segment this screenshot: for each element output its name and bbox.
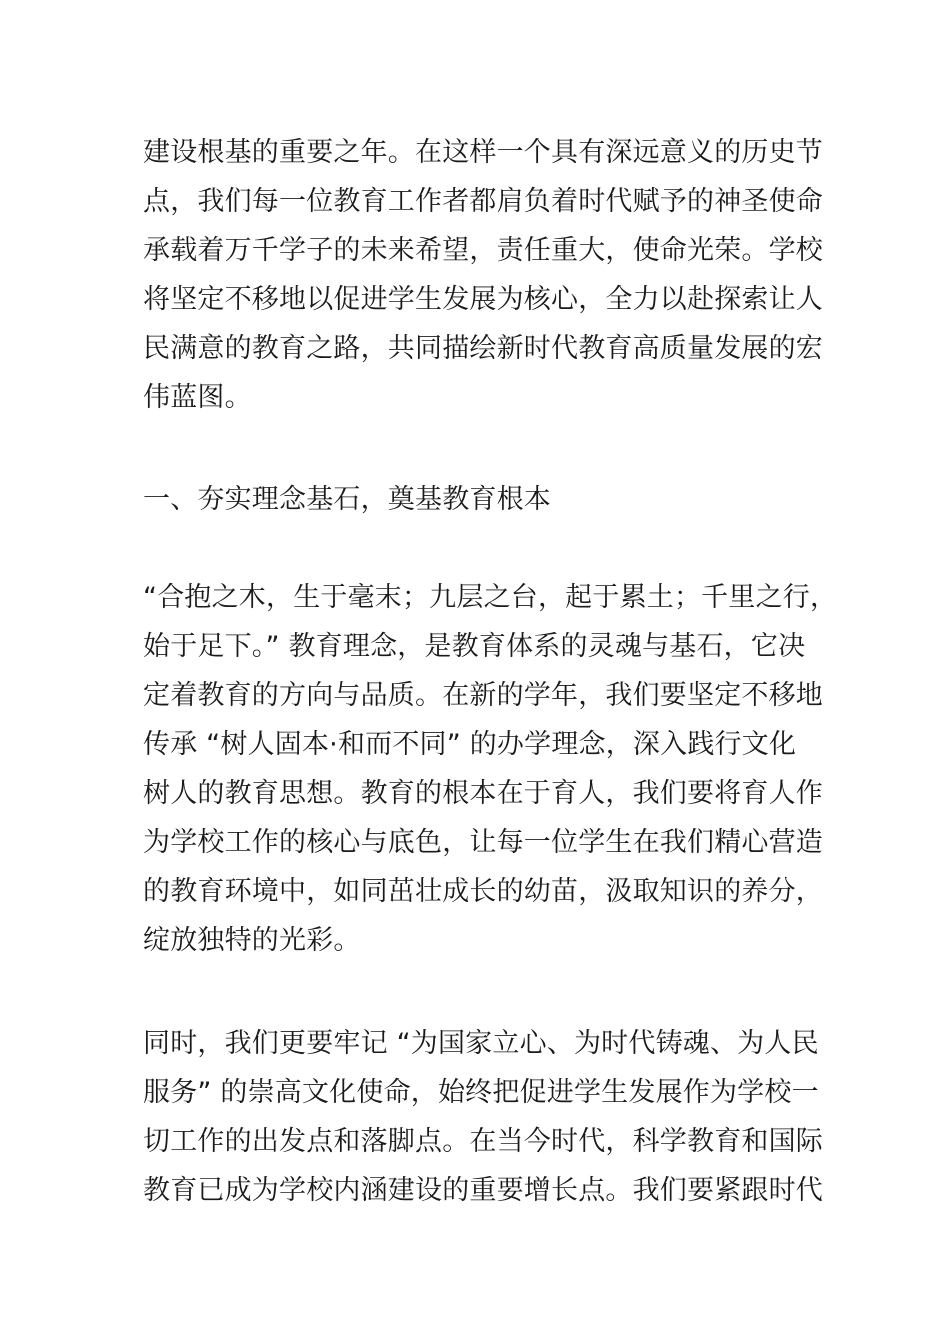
paragraph-line: 切工作的出发点和落脚点。在当今时代，科学教育和国际 — [143, 1126, 823, 1157]
paragraph-line: 点，我们每一位教育工作者都肩负着时代赋予的神圣使命 — [143, 186, 823, 217]
paragraph-1 — [143, 128, 823, 422]
paragraph-line: 教育已成为学校内涵建设的重要增长点。我们要紧跟时代 — [143, 1175, 823, 1206]
paragraph-line: 始于足下。” 教育理念，是教育体系的灵魂与基石，它决 — [143, 631, 806, 662]
paragraph-line: 将坚定不移地以促进学生发展为核心，全力以赴探索让人 — [143, 284, 823, 315]
paragraph-2 — [143, 573, 838, 965]
paragraph-line: “合抱之木，生于毫末；九层之台，起于累土；千里之行， — [143, 582, 838, 613]
paragraph-line: 服务” 的崇高文化使命，始终把促进学生发展作为学校一 — [143, 1077, 819, 1108]
paragraph-line: 民满意的教育之路，共同描绘新时代教育高质量发展的宏 — [143, 333, 823, 364]
section-heading-text: 一、夯实理念基石，奠基教育根本 — [143, 484, 551, 515]
paragraph-line: 伟蓝图。 — [143, 382, 252, 413]
paragraph-line: 承载着万千学子的未来希望，责任重大，使命光荣。学校 — [143, 235, 823, 266]
paragraph-line: 的教育环境中，如同茁壮成长的幼苗，汲取知识的养分， — [143, 876, 823, 907]
paragraph-3 — [143, 1019, 823, 1215]
paragraph-line: 树人的教育思想。教育的根本在于育人，我们要将育人作 — [143, 778, 823, 809]
paragraph-line: 同时，我们更要牢记 “为国家立心、为时代铸魂、为人民 — [143, 1028, 819, 1059]
paragraph-line: 为学校工作的核心与底色，让每一位学生在我们精心营造 — [143, 827, 823, 858]
paragraph-line: 传承 “树人固本·和而不同” 的办学理念，深入践行文化 — [143, 729, 797, 760]
paragraph-line: 绽放独特的光彩。 — [143, 925, 361, 956]
paragraph-line: 定着教育的方向与品质。在新的学年，我们要坚定不移地 — [143, 680, 823, 711]
paragraph-line: 建设根基的重要之年。在这样一个具有深远意义的历史节 — [143, 137, 823, 168]
section-heading-1 — [143, 475, 813, 524]
